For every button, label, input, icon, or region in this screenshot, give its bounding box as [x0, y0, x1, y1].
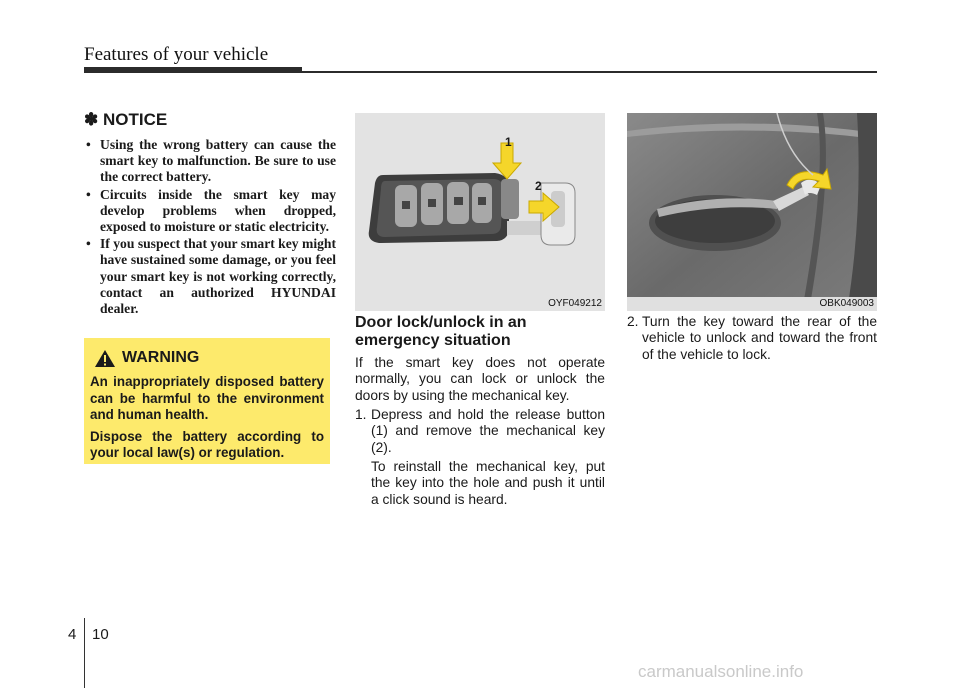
page-number: 10 — [92, 626, 109, 643]
callout-1: 1 — [505, 135, 512, 149]
step-number: 1. — [355, 407, 367, 422]
notice-list — [84, 137, 336, 318]
watermark: carmanualsonline.info — [638, 662, 804, 681]
notice-item: • Circuits inside the smart key may develop problems when dropped, exposed to moisture or static electricity. — [84, 187, 336, 236]
header-rule — [84, 71, 877, 73]
section-number: 4 — [68, 626, 77, 643]
header-title: Features of your vehicle — [84, 44, 269, 65]
warning-paragraph: An inappropriately disposed battery can be harmful to the environment and human health. — [90, 374, 324, 422]
figure-caption: OBK049003 — [819, 298, 874, 309]
door-handle-figure — [627, 113, 877, 311]
callout-2: 2 — [535, 179, 542, 193]
step-1 — [355, 407, 605, 456]
step-text: Depress and hold the release button (1) and remove the mechanical key (2). — [371, 407, 605, 455]
step-text: Turn the key toward the rear of the vehicle to unlock and toward the front of the vehicle to lock. — [642, 314, 877, 362]
warning-paragraph: Dispose the battery according to your local law(s) or regulation. — [90, 428, 324, 460]
door-handle-illustration — [627, 113, 877, 311]
warning-box — [84, 338, 330, 464]
warning-triangle-icon — [94, 349, 116, 368]
smart-key-illustration — [355, 113, 605, 311]
notice-item: • Using the wrong battery can cause the smart key to malfunction. Be sure to use the correct battery. — [84, 137, 336, 186]
step-2 — [627, 314, 877, 363]
footer-divider — [84, 618, 85, 688]
notice-item: • If you suspect that your smart key might have sustained some damage, or you feel your smart key is not working correctly, contact an authorized HYUNDAI dealer. — [84, 236, 336, 317]
warning-header — [94, 348, 199, 368]
smart-key-figure — [355, 113, 605, 311]
notice-title: ✽ NOTICE — [84, 110, 168, 129]
warning-text — [90, 374, 324, 467]
figure-caption: OYF049212 — [548, 298, 602, 309]
step-1-note: To reinstall the mechanical key, put the key into the hole and push it until a click sound is heard. — [371, 459, 605, 507]
step-number: 2. — [627, 314, 639, 329]
section-title: Door lock/unlock in an emergency situation — [355, 314, 527, 349]
warning-title: WARNING — [122, 349, 200, 366]
section-intro: If the smart key does not operate normally, you can lock or unlock the doors by using the mechanical key. — [355, 355, 605, 403]
